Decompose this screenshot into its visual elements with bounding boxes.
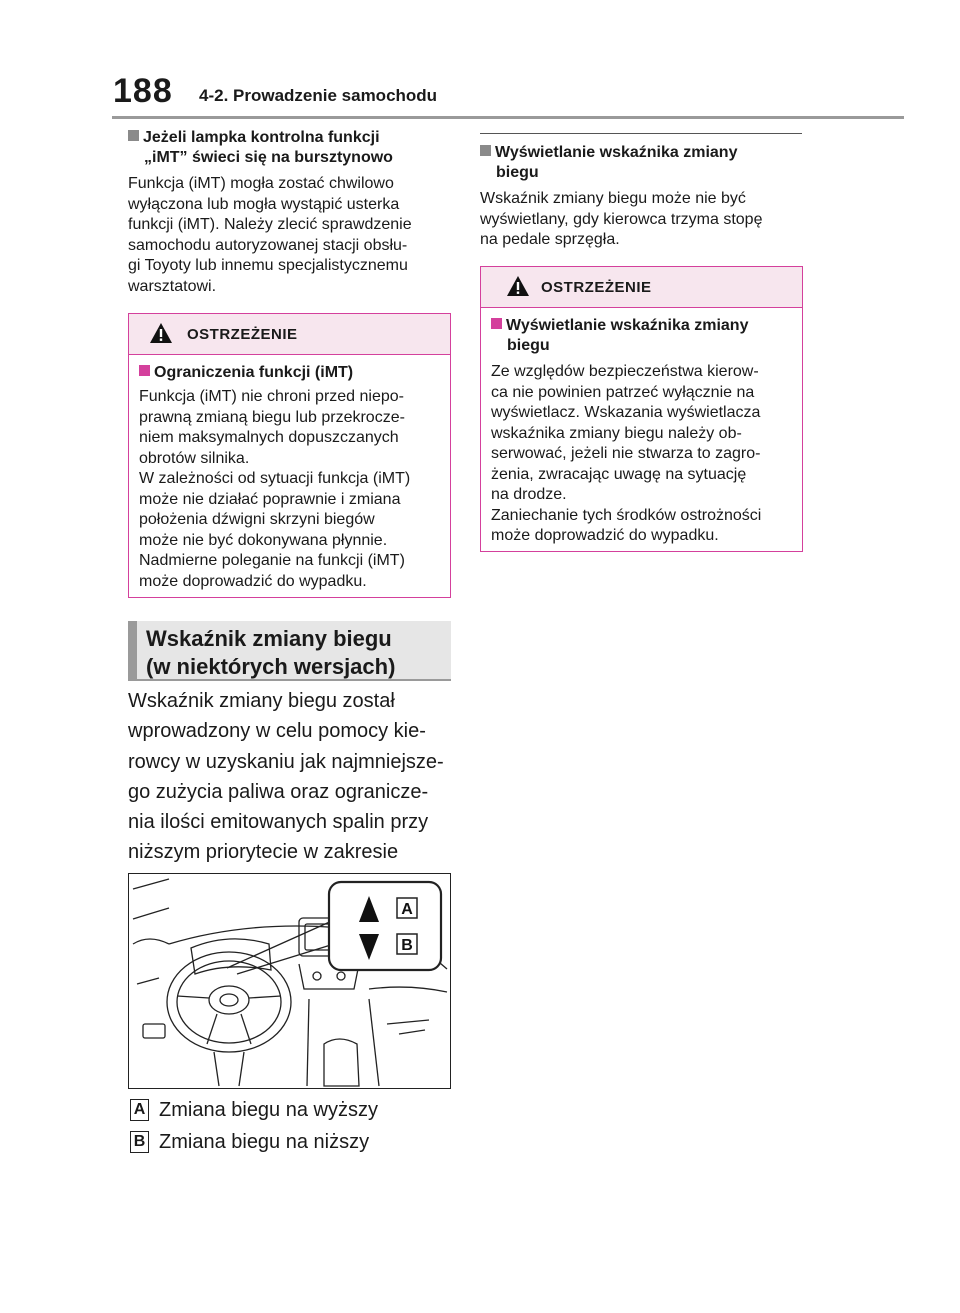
warning-box-imt-limits (128, 313, 451, 598)
warning-header (129, 314, 450, 355)
column-rule (480, 133, 802, 134)
warning-triangle-icon (506, 275, 530, 297)
warning-triangle-icon (149, 322, 173, 344)
page-number: 188 (113, 72, 173, 110)
warning-text: Funkcja (iMT) nie chroni przed niepo- prawną zmianą biegu lub przekrocze- niem maksymalnych dopuszczanych obrotów silnika. W zależności od sytuacji funkcja (iMT) może nie działać poprawnie i zmiana położenia dźwigni skrzyni biegów może nie być dokonywana płynnie. Nadmierne poleganie na funkcji (iMT) może doprowadzić do wypadku. (139, 388, 411, 590)
chapter-title: 4-2. Prowadzenie samochodu (199, 86, 438, 105)
display-section (480, 143, 805, 251)
header-rule (112, 116, 904, 119)
section-title: Wskaźnik zmiany biegu (w niektórych wersjach) (146, 626, 396, 679)
square-bullet-icon (139, 365, 150, 376)
square-bullet-icon (480, 145, 491, 156)
warning-box-display (480, 266, 803, 552)
imt-lamp-section (128, 128, 453, 297)
caption-badge: A (130, 1099, 149, 1121)
caption-text: Zmiana biegu na wyższy (159, 1099, 378, 1121)
figure-label-b: B (401, 937, 413, 954)
dashboard-illustration (128, 873, 451, 1089)
warning-heading: Wyświetlanie wskaźnika zmiany biegu (491, 316, 792, 356)
square-bullet-icon (128, 130, 139, 141)
dashboard-drawing (129, 874, 449, 1087)
warning-text: Ze względów bezpieczeństwa kierow- ca nie powinien patrzeć wyłącznie na wyświetlacz. Wskazania wyświetlacza wskaźnika zmiany biegu należy ob- serwować, jeżeli nie stwarza to zagro- żenia, zwracając uwagę na sytuację na drodze. Zaniechanie tych środków ostrożności może doprowadzić do wypadku. (491, 363, 762, 544)
warning-label: OSTRZEŻENIE (541, 279, 652, 296)
warning-header (481, 267, 802, 308)
warning-label: OSTRZEŻENIE (187, 326, 298, 343)
figure-captions (130, 1098, 450, 1154)
caption-row (130, 1130, 450, 1154)
caption-text: Zmiana biegu na niższy (159, 1131, 370, 1153)
imt-lamp-text: Funkcja (iMT) mogła zostać chwilowo wyłączona lub mogła wystąpić usterka funkcji (iMT). Należy zlecić sprawdzenie samochodu autoryzowanej stacji obsłu- gi Toyoty lub innemu specjalistycznemu warsztatowi. (128, 175, 412, 295)
caption-row (130, 1098, 450, 1122)
imt-lamp-heading: Jeżeli lampka kontrolna funkcji „iMT” świeci się na bursztynowo (128, 128, 453, 168)
display-text: Wskaźnik zmiany biegu może nie być wyświetlany, gdy kierowca trzyma stopę na pedale sprzęgła. (480, 190, 763, 248)
caption-badge: B (130, 1131, 149, 1153)
figure-label-a: A (401, 901, 413, 918)
square-bullet-icon (491, 318, 502, 329)
section-heading-box (128, 621, 451, 681)
intro-text: Wskaźnik zmiany biegu został wprowadzony w celu pomocy kie- rowcy w uzyskaniu jak najmniejsze- go zużycia paliwa oraz ogranicze- nia ilości emitowanych spalin przy niższym priorytecie w zakresie (128, 690, 444, 864)
warning-heading: Ograniczenia funkcji (iMT) (139, 363, 440, 383)
display-heading: Wyświetlanie wskaźnika zmiany biegu (480, 143, 805, 183)
